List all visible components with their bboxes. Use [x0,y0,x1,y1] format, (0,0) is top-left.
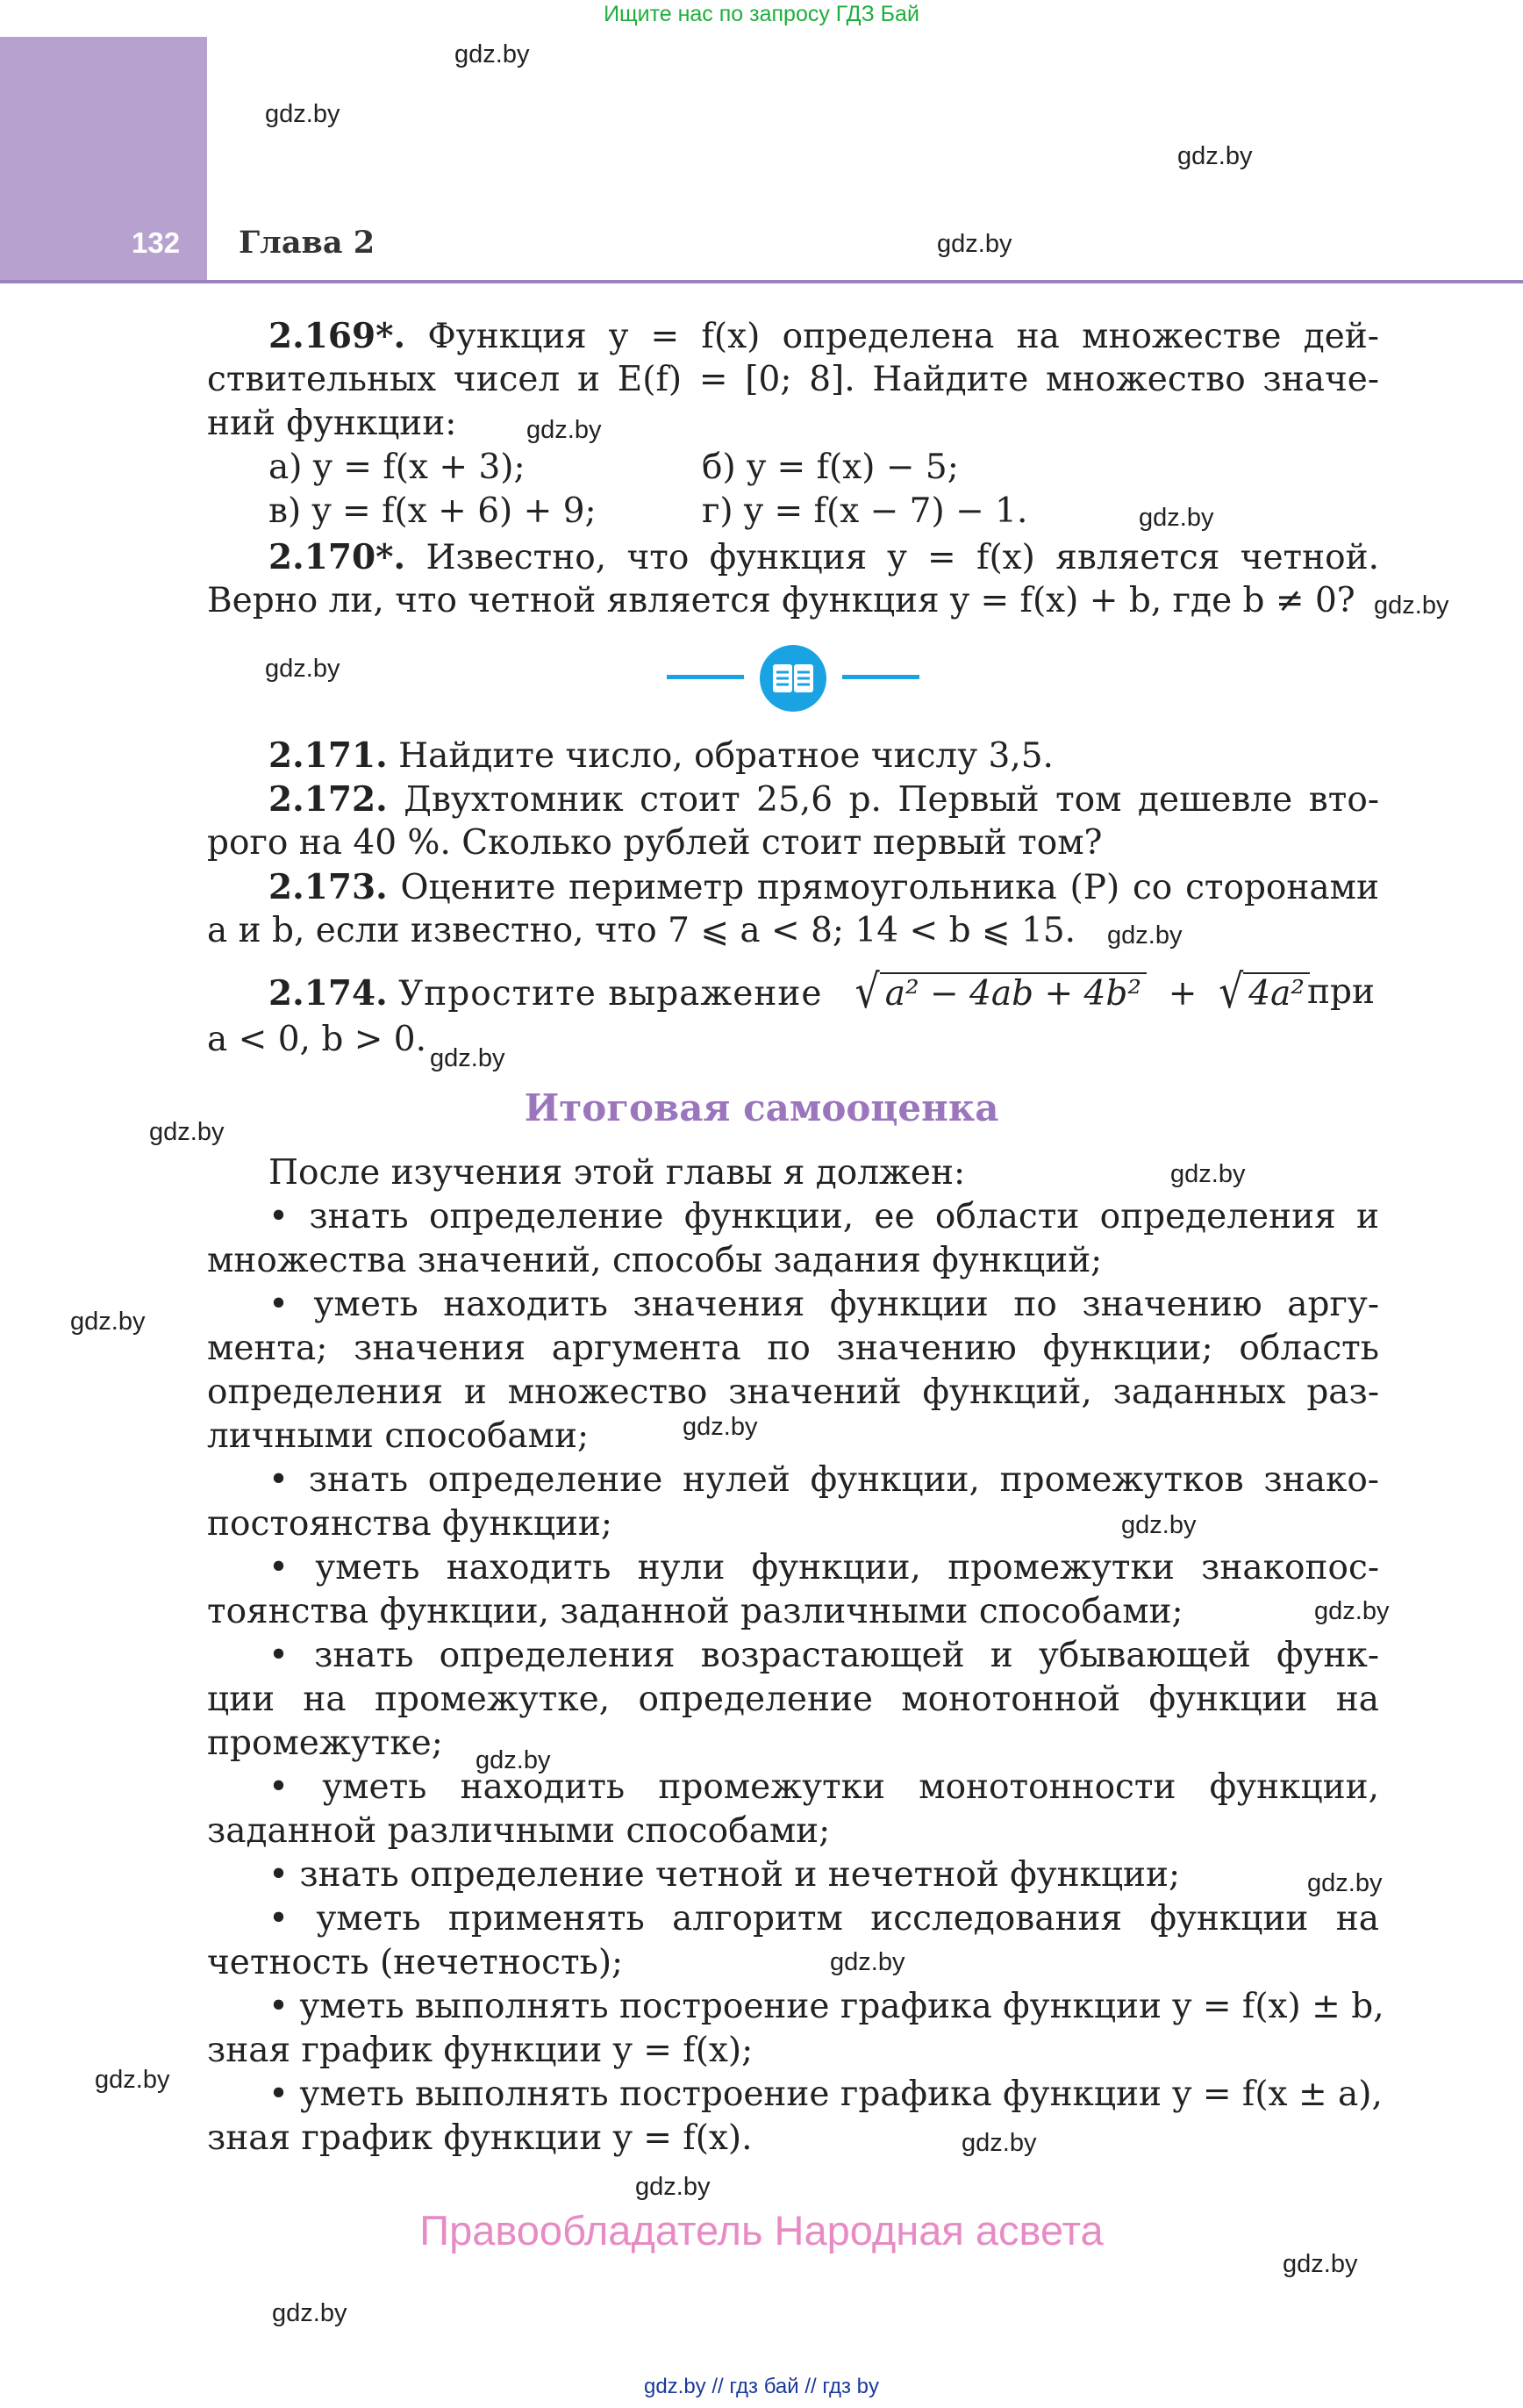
problem-2-169-line3: ний функции: [207,404,457,443]
assessment-line: постоянства функции; [207,1504,613,1544]
assessment-line: личными способами; [207,1416,590,1456]
page-number: 132 [132,226,181,259]
problem-2-173-line1: 2.173. Оцените периметр прямоугольника (P) со сторонами [268,867,1379,907]
watermark: gdz.by [1374,591,1449,620]
watermark: gdz.by [1283,2250,1358,2278]
watermark: gdz.by [526,416,602,444]
divider-left [667,675,744,679]
problem-2-169-option-g: г) y = f(x − 7) − 1. [702,491,1028,531]
assessment-line: промежутке; [207,1724,443,1763]
sqrt-expression-1: √ a² − 4ab + 4b² [855,971,1147,1016]
watermark: gdz.by [454,40,530,68]
watermark: gdz.by [1170,1160,1246,1188]
watermark: gdz.by [830,1948,905,1976]
watermark: gdz.by [265,655,340,683]
header-rule [0,280,1523,283]
assessment-line: четность (нечетность); [207,1943,624,1982]
problem-2-169-option-b: б) y = f(x) − 5; [702,448,959,487]
assessment-line: тоянства функции, заданной различными способами; [207,1592,1183,1631]
problem-2-170-line1: 2.170*. Известно, что функция y = f(x) является четной. [268,537,1379,577]
problem-2-169-option-a: а) y = f(x + 3); [268,448,526,487]
watermark: gdz.by [683,1413,758,1441]
problem-2-169-line2: ствительных чисел и E(f) = [0; 8]. Найдите множество значе- [207,360,1379,399]
watermark: gdz.by [475,1746,551,1774]
problem-2-172-line1: 2.172. Двухтомник стоит 25,6 р. Первый том дешевле вто- [268,779,1379,820]
section-title: Итоговая самооценка [524,1086,999,1129]
assessment-line: • уметь выполнять построение графика функции y = f(x ± a), [268,2075,1383,2114]
watermark: gdz.by [430,1044,505,1072]
watermark: gdz.by [635,2173,711,2201]
problem-2-174-line2: a < 0, b > 0. [207,1020,426,1059]
copyright-notice: Правообладатель Народная асвета [419,2207,1104,2254]
assessment-line: ции на промежутке, определение монотонной функции на [207,1680,1379,1719]
watermark: gdz.by [70,1308,146,1336]
watermark: gdz.by [95,2066,170,2094]
watermark: gdz.by [1139,504,1214,532]
open-book-icon [760,645,826,712]
watermark: gdz.by [265,100,340,128]
watermark: gdz.by [149,1118,225,1146]
footer-links[interactable]: gdz.by // гдз бай // гдз by [643,2375,880,2398]
sqrt-expression-2: √ 4a² [1219,971,1310,1016]
assessment-line: зная график функции y = f(x). [207,2118,753,2158]
problem-2-169-line1: 2.169*. Функция y = f(x) определена на множестве дей- [268,316,1379,356]
divider-right [842,675,919,679]
problem-2-170-line2: Верно ли, что четной является функция y = f(x) + b, где b ≠ 0? [207,581,1355,620]
problem-2-174-tail: при [1307,972,1375,1012]
assessment-line: • знать определение нулей функции, промежутков знако- [268,1460,1379,1500]
watermark: gdz.by [1121,1511,1197,1539]
problem-2-172-line2: рого на 40 %. Сколько рублей стоит первый том? [207,823,1103,863]
assessment-line: заданной различными способами; [207,1811,831,1851]
assessment-line: определения и множество значений функций, заданных раз- [207,1372,1379,1412]
assessment-line: • знать определение четной и нечетной функции; [268,1855,1181,1895]
assessment-line: • уметь находить промежутки монотонности функции, [268,1767,1379,1807]
watermark: gdz.by [272,2299,347,2327]
self-assessment-intro: После изучения этой главы я должен: [268,1153,966,1193]
assessment-line: • знать определение функции, ее области определения и [268,1197,1379,1236]
assessment-line: мента; значения аргумента по значению функции; область [207,1329,1379,1368]
watermark: gdz.by [1307,1869,1383,1897]
watermark: gdz.by [937,230,1012,258]
top-note: Ищите нас по запросу ГДЗ Бай [604,2,919,26]
watermark: gdz.by [1107,921,1183,950]
assessment-line: • уметь применять алгоритм исследования функции на [268,1899,1379,1939]
watermark: gdz.by [1177,142,1253,170]
assessment-line: зная график функции y = f(x); [207,2031,754,2070]
assessment-line: множества значений, способы задания функций; [207,1241,1103,1280]
watermark: gdz.by [1314,1597,1390,1625]
chapter-title: Глава 2 [239,225,375,261]
problem-2-169-option-v: в) y = f(x + 6) + 9; [268,491,597,531]
watermark: gdz.by [962,2129,1037,2157]
assessment-line: • уметь выполнять построение графика функции y = f(x) ± b, [268,1987,1384,2026]
assessment-line: • уметь находить значения функции по значению аргу- [268,1285,1379,1324]
problem-2-173-line2: a и b, если известно, что 7 ⩽ a < 8; 14 < b ⩽ 15. [207,911,1076,950]
assessment-line: • знать определения возрастающей и убывающей функ- [268,1636,1379,1675]
assessment-line: • уметь находить нули функции, промежутки знакопос- [268,1548,1379,1587]
problem-2-174-line1: 2.174. Упростите выражение √ a² − 4ab + 4b² + √ 4a² [268,971,1310,1016]
problem-2-171: 2.171. Найдите число, обратное числу 3,5. [268,735,1054,776]
